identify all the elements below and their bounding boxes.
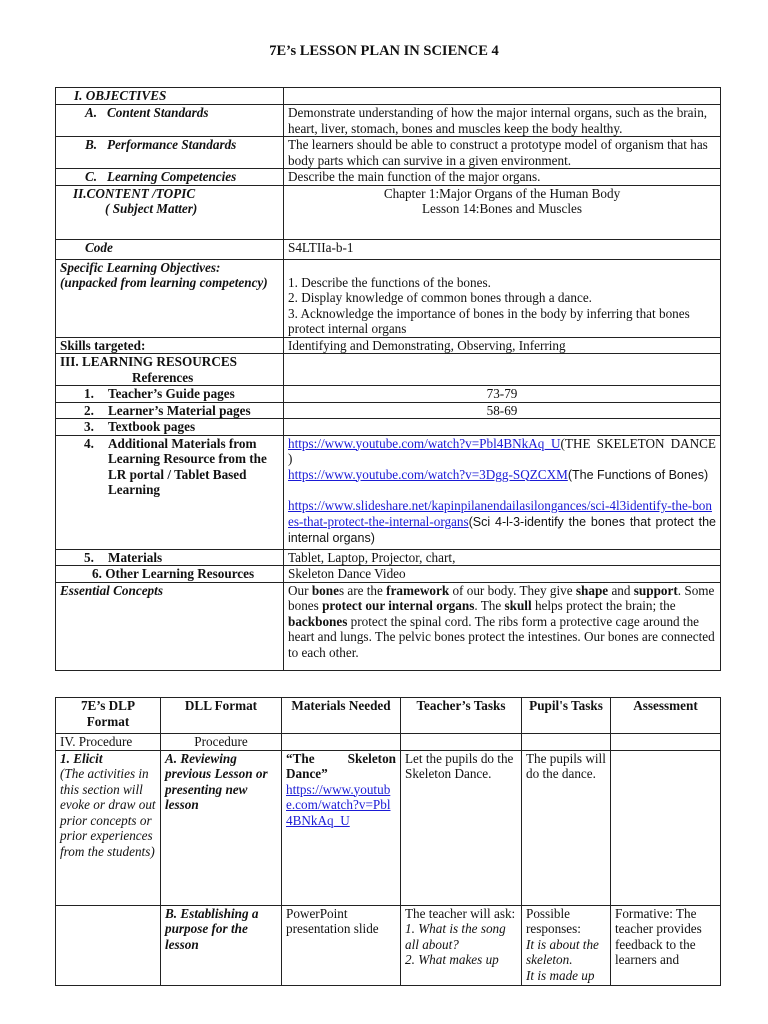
objective-item: 1. Describe the functions of the bones. (288, 274, 491, 290)
code-label: Code (56, 239, 284, 259)
additional-materials-label: 4. Additional Materials from Learning Resource from the LR portal / Tablet Based Learning (56, 435, 284, 549)
skeleton-dance-material-link[interactable]: https://www.youtube.com/watch?v=Pbl4BNkAq_U (286, 781, 391, 828)
objectives-heading: I. OBJECTIVES (56, 88, 284, 105)
learners-material-label: 2. Learner’s Material pages (56, 402, 284, 419)
teachers-guide-pages: 73-79 (284, 386, 721, 403)
establishing-purpose-dll: B. Establishing a purpose for the lesson (161, 905, 282, 985)
procedure-dll-label: Procedure (161, 734, 282, 751)
header-materials: Materials Needed (282, 698, 401, 734)
review-lesson-dll: A. Reviewing previous Lesson or presenting new lesson (161, 750, 282, 905)
slideshare-link[interactable]: https://www.slideshare.net/kapinpilanendailasilongances/sci-4l3identify-the-bones-that-protect-the-internal-organs (288, 498, 712, 529)
additional-materials-links (284, 435, 721, 549)
code-value: S4LTIIa-b-1 (284, 239, 721, 259)
procedure-table (55, 697, 721, 986)
materials-value: Tablet, Laptop, Projector, chart, (284, 549, 721, 566)
other-resources-value: Skeleton Dance Video (284, 566, 721, 583)
row2-assessment: Formative: The teacher provides feedback to the learners and (611, 905, 721, 985)
row2-pupil-task: Possible responses: It is about the skeleton. It is made up (522, 905, 611, 985)
skeleton-dance-desc: (THE SKELETON DANCE ) (288, 435, 716, 466)
essential-concepts-label: Essential Concepts (56, 582, 284, 670)
functions-of-bones-desc: (The Functions of Bones) (567, 467, 709, 482)
specific-objectives-label: Specific Learning Objectives: (unpacked from learning competency) (56, 259, 284, 337)
functions-of-bones-link[interactable]: https://www.youtube.com/watch?v=3Dgg-SQZCXM (288, 466, 568, 482)
procedure-label: IV. Procedure (56, 734, 161, 751)
row1-assessment (611, 750, 721, 905)
objective-item: 2. Display knowledge of common bones through a dance. (288, 290, 592, 305)
header-dll: DLL Format (161, 698, 282, 734)
resources-heading: III. LEARNING RESOURCES References (56, 354, 284, 386)
skeleton-dance-material: “The Skeleton Dance” https://www.youtube.com/watch?v=Pbl4BNkAq_U (282, 750, 401, 905)
skills-value: Identifying and Demonstrating, Observing, Inferring (284, 337, 721, 354)
objectives-table (55, 87, 721, 671)
slideshare-desc: (Sci 4-l-3-identify the bones that protect the internal organs) (288, 514, 716, 545)
content-standards-label: A. Content Standards (56, 105, 284, 137)
content-topic-label: II.CONTENT /TOPIC ( Subject Matter) (56, 185, 284, 239)
skeleton-dance-link[interactable]: https://www.youtube.com/watch?v=Pbl4BNkAq_U (288, 435, 561, 451)
textbook-label: 3. Textbook pages (56, 419, 284, 436)
other-resources-label: 6. Other Learning Resources (56, 566, 284, 583)
skills-label: Skills targeted: (56, 337, 284, 354)
page-title: 7E’s LESSON PLAN IN SCIENCE 4 (269, 43, 499, 59)
row1-pupil-task: The pupils will do the dance. (522, 750, 611, 905)
essential-concepts-text: Our bones are the framework of our body. They give shape and support. Some bones protect our internal organs. The skull helps protect the brain; the backbones protect the spinal cord. The ribs form a protective cage around the heart and lungs. The pelvic bones protect the intestines. Our bones are connected to each other. (284, 582, 721, 670)
performance-standards-text: The learners should be able to construct a prototype model of organism that has body parts which can survive in a given environment. (284, 137, 721, 169)
content-topic-value: Chapter 1:Major Organs of the Human Body Lesson 14:Bones and Muscles (284, 185, 721, 239)
learning-competencies-text: Describe the main function of the major organs. (284, 169, 721, 186)
performance-standards-label: B. Performance Standards (56, 137, 284, 169)
header-pupil: Pupil's Tasks (522, 698, 611, 734)
header-assessment: Assessment (611, 698, 721, 734)
row2-material: PowerPoint presentation slide (282, 905, 401, 985)
teachers-guide-label: 1. Teacher’s Guide pages (56, 386, 284, 403)
header-teacher: Teacher’s Tasks (401, 698, 522, 734)
elicit-cell: 1. Elicit (The activities in this section will evoke or draw out prior concepts or prior experiences from the students) (56, 750, 161, 905)
header-7es: 7E’s DLP Format (56, 698, 161, 734)
learning-competencies-label: C. Learning Competencies (56, 169, 284, 186)
content-standards-text: Demonstrate understanding of how the major internal organs, such as the brain, heart, liver, stomach, bones and muscles keep the body healthy. (284, 105, 721, 137)
row1-teacher-task: Let the pupils do the Skeleton Dance. (401, 750, 522, 905)
learners-material-pages: 58-69 (284, 402, 721, 419)
row2-teacher-task: The teacher will ask: 1. What is the song all about? 2. What makes up (401, 905, 522, 985)
materials-label: 5. Materials (56, 549, 284, 566)
specific-objectives-list (284, 259, 721, 337)
objective-item: 3. Acknowledge the importance of bones in the body by inferring that bones protect internal organs (288, 305, 690, 336)
